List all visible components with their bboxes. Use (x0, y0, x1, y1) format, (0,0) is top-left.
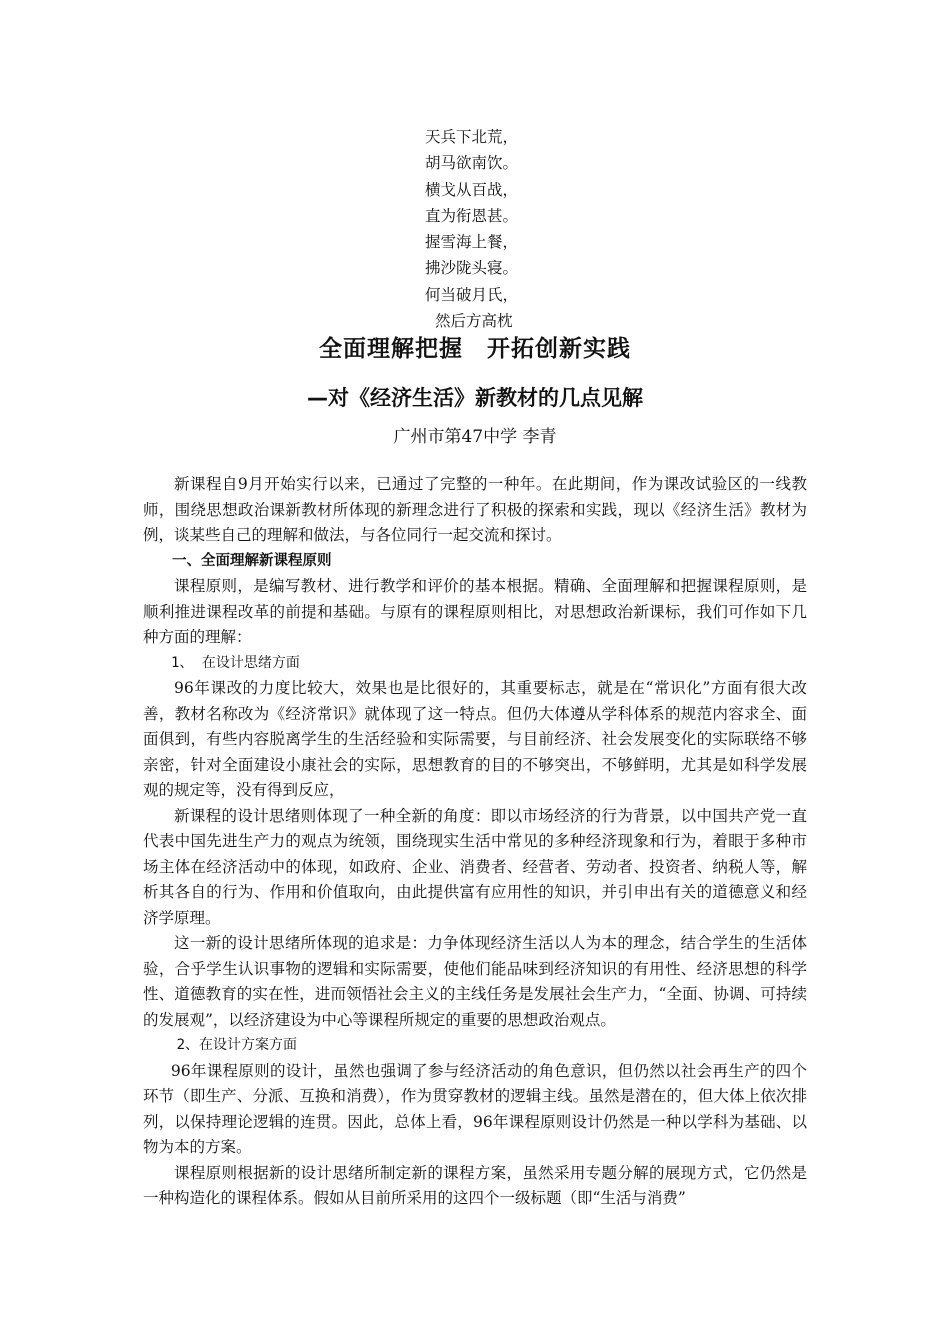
subsection-heading: 2、在设计方案方面 (176, 1037, 298, 1053)
poem-line: 拂沙陇头寝。 (425, 259, 519, 278)
intro-paragraph: 新课程自9月开始实行以来，已通过了完整的一种年。在此期间，作为课改试验区的一线教师，围绕思想政治课新教材所体现的新理念进行了积极的探索和实践，现以《经济生活》教材为例，谈某些自己的理解和做法，与各位同行一起交流和探讨。 (143, 475, 807, 544)
poem-line: 握雪海上餐， (425, 233, 519, 252)
paragraph: 96年课改的力度比较大，效果也是比很好的，其重要标志，就是在“常识化”方面有很大改善，教材名称改为《经济常识》就体现了这一特点。但仍大体遵从学科体系的规范内容求全、面面俱到，有些内容脱离学生的生活经验和实际需要，与目前经济、社会发展变化的实际联络不够亲密，针对全面建设小康社会的实际，思想教育的目的不够突出，不够鲜明，尤其是如科学发展观的规定等，没有得到反应， (143, 679, 807, 799)
author-line: 广州市第47中学 李青 (393, 427, 557, 447)
paragraph: 这一新的设计思绪所体现的追求是：力争体现经济生活以人为本的理念，结合学生的生活体验，合乎学生认识事物的逻辑和实际需要，使他们能品味到经济知识的有用性、经济思想的科学性、道德教育的实在性，进而领悟社会主义的主线任务是发展社会生产力，“全面、协调、可持续的发展观”，以经济建设为中心等课程所规定的重要的思想政治观点。 (143, 934, 807, 1029)
section-heading: 一、全面理解新课程原则 (172, 552, 332, 569)
article-body (143, 472, 807, 1212)
poem (425, 124, 518, 334)
subsection-heading: 1、 在设计思绪方面 (171, 654, 300, 671)
poem-line: 横戈从百战， (425, 180, 519, 199)
document-title: 全面理解把握 开拓创新实践 (319, 336, 631, 362)
document-subtitle: —对《经济生活》新教材的几点见解 (307, 386, 643, 410)
poem-line: 何当破月氏， (425, 285, 519, 304)
paragraph: 课程原则根据新的设计思绪所制定新的课程方案，虽然采用专题分解的展现方式，它仍然是一种构造化的课程体系。假如从目前所采用的这四个一级标题（即“生活与消费” (143, 1163, 807, 1207)
poem-line: 天兵下北荒， (425, 128, 519, 146)
paragraph: 课程原则，是编写教材、进行教学和评价的基本根据。精确、全面理解和把握课程原则，是顺利推进课程改革的前提和基础。与原有的课程原则相比，对思想政治新课标，我们可作如下几种方面的理解： (143, 577, 807, 646)
paragraph: 96年课程原则的设计，虽然也强调了参与经济活动的角色意识，但仍然以社会再生产的四个环节（即生产、分派、互换和消费），作为贯穿教材的逻辑主线。虽然是潜在的，但大体上依次排列，以保持理论逻辑的连贯。因此，总体上看，96年课程原则设计仍然是一种以学科为基础、以物为本的方案。 (143, 1061, 807, 1156)
poem-line: 然后方高枕 (435, 312, 513, 331)
poem-line: 直为衔恩甚。 (425, 206, 519, 225)
poem-line: 胡马欲南饮。 (425, 154, 519, 173)
paragraph: 新课程的设计思绪则体现了一种全新的角度：即以市场经济的行为背景，以中国共产党一直代表中国先进生产力的观点为统领，围绕现实生活中常见的多种经济现象和行为，着眼于多种市场主体在经济活动中的体现，如政府、企业、消费者、经营者、劳动者、投资者、纳税人等，解析其各自的行为、作用和价值取向，由此提供富有应用性的知识，并引申出有关的道德意义和经济学原理。 (143, 806, 807, 927)
